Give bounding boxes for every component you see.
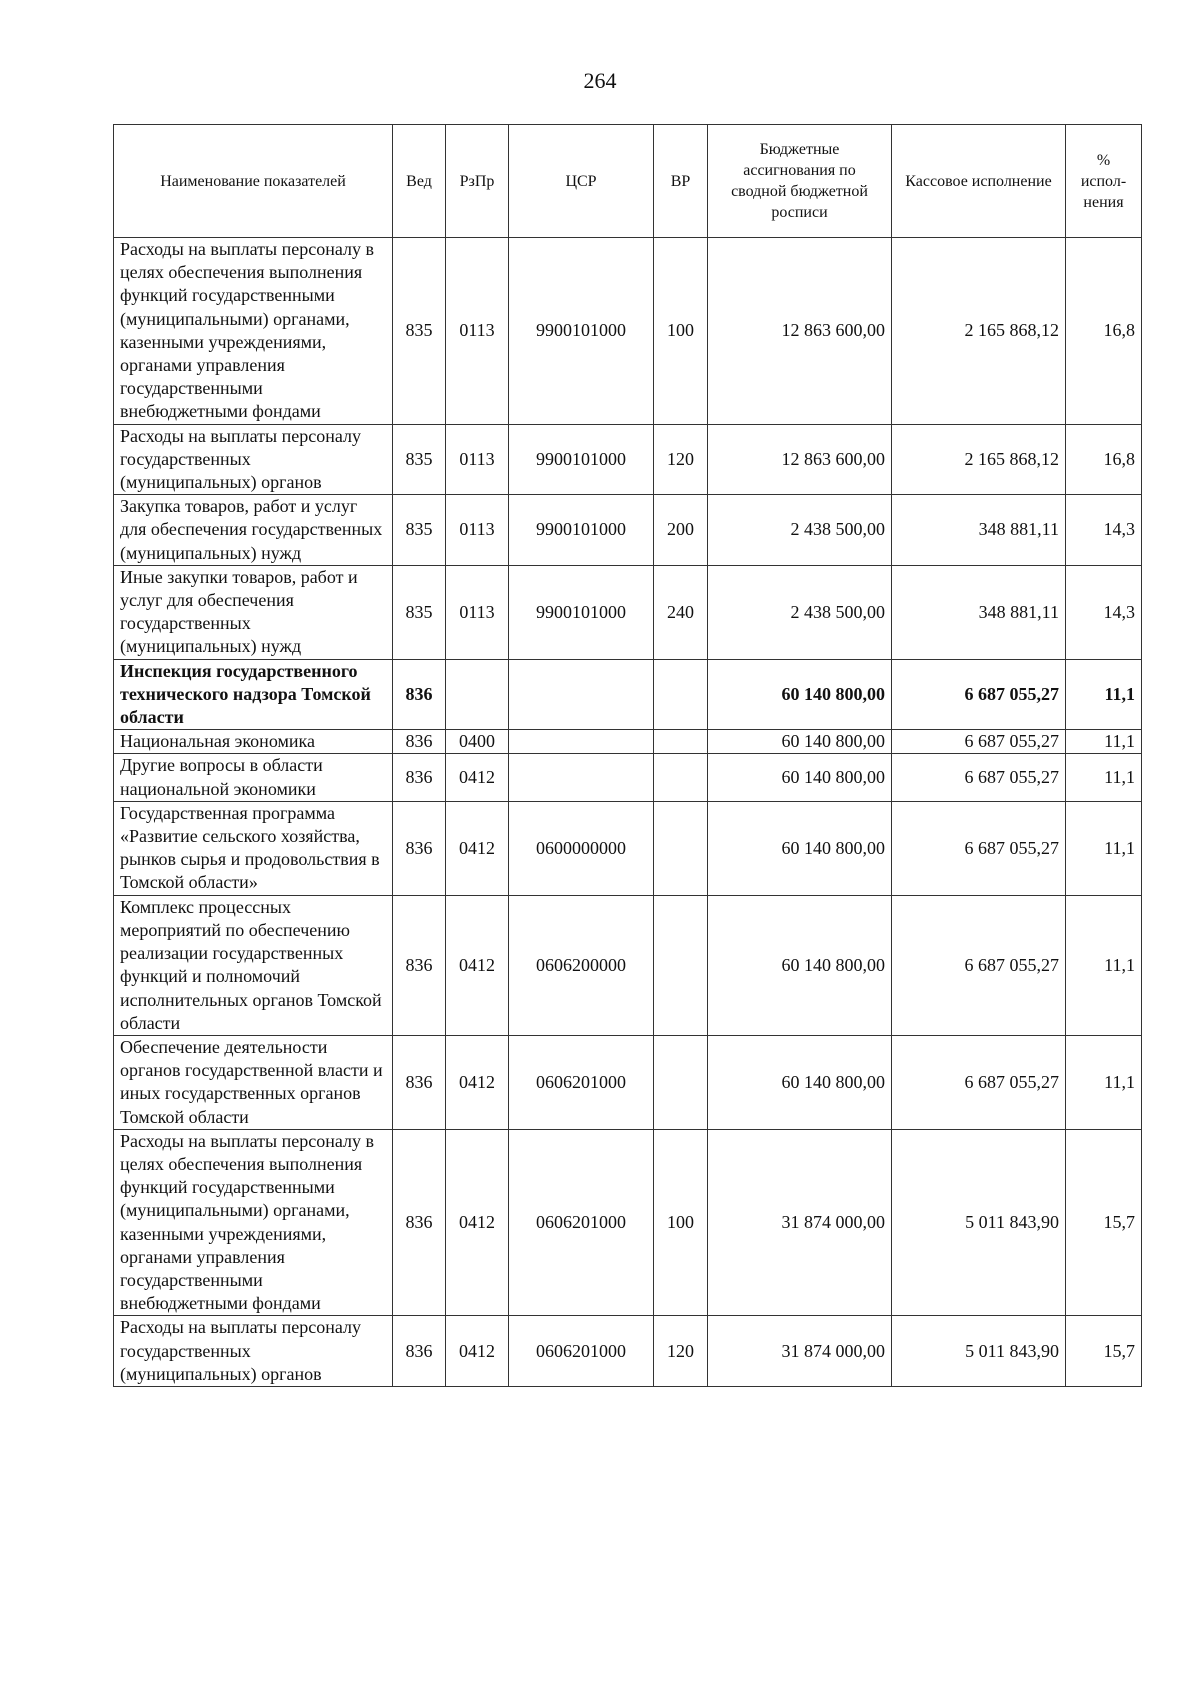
row-percent: 15,7 [1066,1129,1142,1316]
row-budget: 60 140 800,00 [708,659,892,730]
row-percent: 11,1 [1066,801,1142,895]
row-ved: 835 [393,238,446,425]
header-name: Наименование показателей [114,125,393,238]
row-budget: 31 874 000,00 [708,1316,892,1387]
row-budget: 60 140 800,00 [708,754,892,801]
table-row [114,895,1142,1035]
row-vr [654,659,708,730]
row-rzpr: 0113 [446,424,509,495]
table-row [114,424,1142,495]
row-cash: 348 881,11 [892,565,1066,659]
row-vr [654,730,708,754]
row-ved: 836 [393,895,446,1035]
row-vr: 240 [654,565,708,659]
row-budget: 12 863 600,00 [708,238,892,425]
row-rzpr: 0412 [446,754,509,801]
table-row-agency [114,659,1142,730]
row-budget: 60 140 800,00 [708,1035,892,1129]
row-percent: 15,7 [1066,1316,1142,1387]
row-rzpr [446,659,509,730]
row-cash: 5 011 843,90 [892,1129,1066,1316]
header-cash: Кассовое исполнение [892,125,1066,238]
row-ved: 835 [393,565,446,659]
row-vr [654,801,708,895]
row-name: Расходы на выплаты персоналу государственных (муниципальных) органов [114,424,393,495]
row-csr: 0606201000 [509,1035,654,1129]
row-rzpr: 0412 [446,895,509,1035]
row-percent: 11,1 [1066,1035,1142,1129]
row-csr: 0606201000 [509,1129,654,1316]
row-name: Инспекция государственного технического надзора Томской области [114,659,393,730]
row-percent: 16,8 [1066,238,1142,425]
table-row [114,754,1142,801]
row-cash: 6 687 055,27 [892,730,1066,754]
table-row [114,801,1142,895]
row-ved: 836 [393,754,446,801]
row-cash: 6 687 055,27 [892,754,1066,801]
row-name: Государственная программа «Развитие сельского хозяйства, рынков сырья и продовольствия в Томской области» [114,801,393,895]
row-rzpr: 0113 [446,238,509,425]
row-cash: 348 881,11 [892,495,1066,566]
row-percent: 14,3 [1066,565,1142,659]
row-csr: 9900101000 [509,495,654,566]
row-percent: 11,1 [1066,895,1142,1035]
row-csr: 9900101000 [509,238,654,425]
budget-table [113,124,1142,1387]
row-percent: 16,8 [1066,424,1142,495]
row-name: Обеспечение деятельности органов государственной власти и иных государственных органов Томской области [114,1035,393,1129]
row-rzpr: 0412 [446,1035,509,1129]
row-ved: 836 [393,730,446,754]
row-ved: 836 [393,1129,446,1316]
row-vr: 100 [654,1129,708,1316]
row-rzpr: 0412 [446,801,509,895]
row-cash: 6 687 055,27 [892,895,1066,1035]
row-rzpr: 0412 [446,1129,509,1316]
row-cash: 2 165 868,12 [892,424,1066,495]
row-name: Расходы на выплаты персоналу государственных (муниципальных) органов [114,1316,393,1387]
header-vr: ВР [654,125,708,238]
row-budget: 31 874 000,00 [708,1129,892,1316]
table-row [114,1035,1142,1129]
row-ved: 836 [393,801,446,895]
row-name: Национальная экономика [114,730,393,754]
row-cash: 6 687 055,27 [892,1035,1066,1129]
row-csr: 0600000000 [509,801,654,895]
row-budget: 60 140 800,00 [708,730,892,754]
row-vr [654,754,708,801]
table-body [114,238,1142,1387]
page-number: 264 [583,68,617,93]
row-budget: 12 863 600,00 [708,424,892,495]
row-percent: 14,3 [1066,495,1142,566]
header-percent: % испол-нения [1066,125,1142,238]
header-csr: ЦСР [509,125,654,238]
row-ved: 836 [393,659,446,730]
row-cash: 2 165 868,12 [892,238,1066,425]
table-row [114,1316,1142,1387]
row-cash: 6 687 055,27 [892,801,1066,895]
row-name: Иные закупки товаров, работ и услуг для обеспечения государственных (муниципальных) нужд [114,565,393,659]
row-vr: 120 [654,424,708,495]
row-csr: 9900101000 [509,565,654,659]
table-row [114,495,1142,566]
row-csr: 0606201000 [509,1316,654,1387]
row-budget: 2 438 500,00 [708,565,892,659]
header-ved: Вед [393,125,446,238]
row-rzpr: 0113 [446,495,509,566]
row-name: Другие вопросы в области национальной экономики [114,754,393,801]
row-csr: 9900101000 [509,424,654,495]
row-cash: 6 687 055,27 [892,659,1066,730]
table-header-row [114,125,1142,238]
row-csr [509,754,654,801]
row-cash: 5 011 843,90 [892,1316,1066,1387]
row-ved: 836 [393,1316,446,1387]
row-rzpr: 0400 [446,730,509,754]
row-budget: 2 438 500,00 [708,495,892,566]
header-budget: Бюджетные ассигнования по сводной бюджетной росписи [708,125,892,238]
row-budget: 60 140 800,00 [708,801,892,895]
row-csr [509,659,654,730]
row-name: Комплекс процессных мероприятий по обеспечению реализации государственных функций и полномочий исполнительных органов Томской области [114,895,393,1035]
row-name: Закупка товаров, работ и услуг для обеспечения государственных (муниципальных) нужд [114,495,393,566]
row-vr: 200 [654,495,708,566]
row-rzpr: 0412 [446,1316,509,1387]
row-csr: 0606200000 [509,895,654,1035]
row-percent: 11,1 [1066,659,1142,730]
row-vr [654,895,708,1035]
row-ved: 836 [393,1035,446,1129]
row-vr: 120 [654,1316,708,1387]
row-budget: 60 140 800,00 [708,895,892,1035]
table-row [114,1129,1142,1316]
row-vr [654,1035,708,1129]
row-ved: 835 [393,424,446,495]
row-vr: 100 [654,238,708,425]
table-row [114,238,1142,425]
row-csr [509,730,654,754]
row-percent: 11,1 [1066,730,1142,754]
header-rzpr: РзПр [446,125,509,238]
table-row [114,565,1142,659]
table-row [114,730,1142,754]
row-rzpr: 0113 [446,565,509,659]
row-name: Расходы на выплаты персоналу в целях обеспечения выполнения функций государственными (муниципальными) органами, казенными учреждениями, органами управления государственными внебюджетными фондами [114,238,393,425]
row-ved: 835 [393,495,446,566]
row-percent: 11,1 [1066,754,1142,801]
row-name: Расходы на выплаты персоналу в целях обеспечения выполнения функций государственными (муниципальными) органами, казенными учреждениями, органами управления государственными внебюджетными фондами [114,1129,393,1316]
